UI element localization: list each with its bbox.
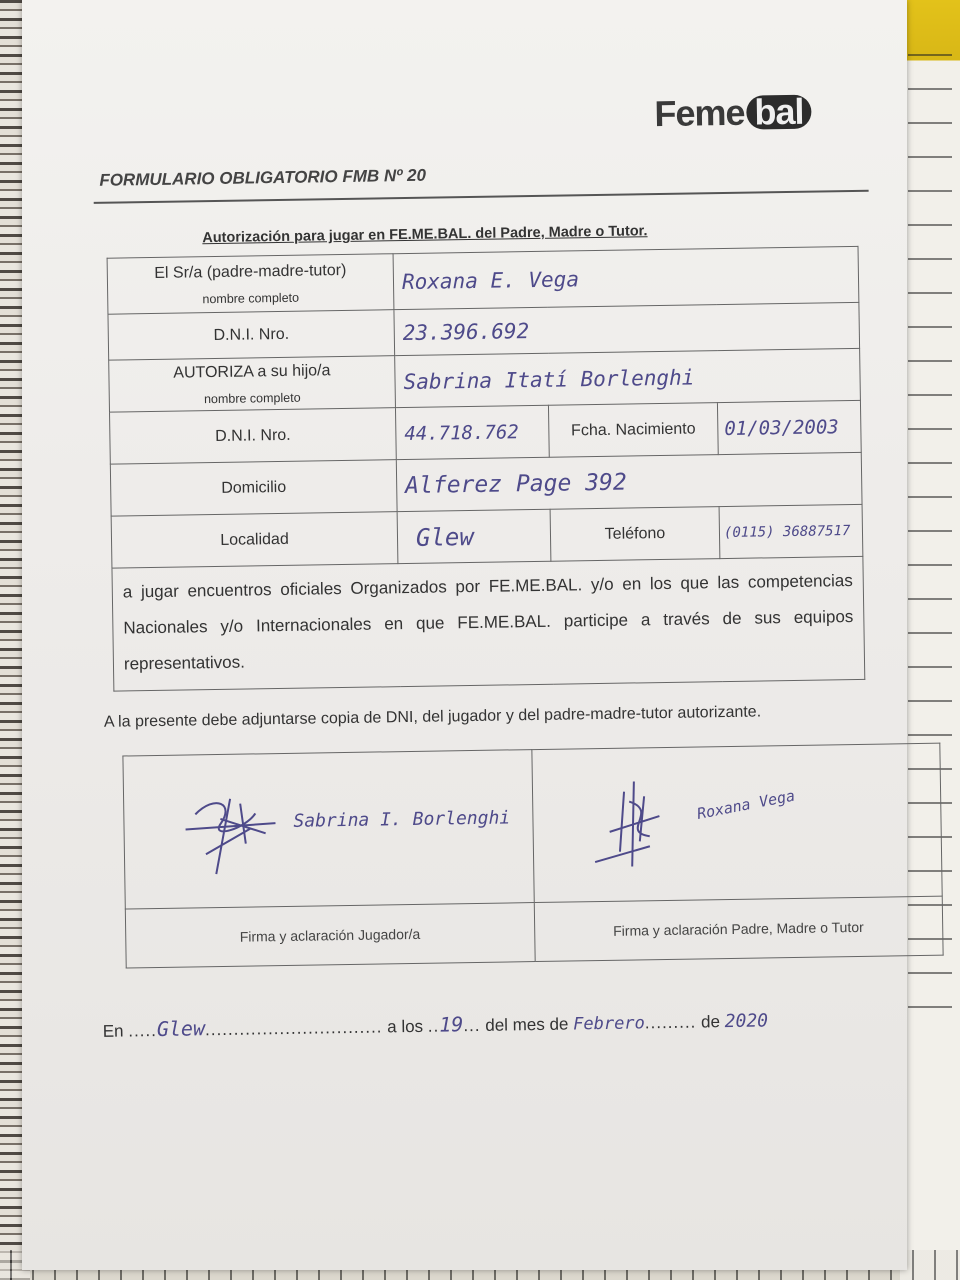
parent-name-cell [393, 246, 859, 309]
parent-signature-caption: Firma y aclaración Padre, Madre o Tutor [534, 896, 943, 961]
parent-name-value: Roxana E. Vega [401, 266, 580, 294]
logo-pill: bal [746, 95, 812, 130]
de-label: de [700, 1012, 721, 1032]
mes-label: del mes de [485, 1014, 569, 1035]
child-sublabel: nombre completo [203, 390, 301, 406]
parent-sublabel: nombre completo [202, 290, 300, 306]
phone-cell [719, 504, 863, 558]
birth-date-cell [717, 400, 861, 454]
parent-signature-name: Roxana Vega [694, 786, 796, 823]
child-label: AUTORIZA a su hijo/a [173, 361, 331, 382]
logo-text: Feme [654, 91, 745, 135]
signature-caption-row [125, 896, 943, 968]
signature-table [122, 743, 943, 969]
address-label: Domicilio [110, 460, 397, 516]
a-los-label: a los [387, 1016, 424, 1037]
authorization-text-row [112, 556, 865, 691]
parent-signature-area [533, 745, 941, 901]
child-dni-cell [395, 405, 549, 459]
birth-date-value: 01/03/2003 [724, 415, 839, 440]
place-dots-left: ..... [128, 1021, 158, 1041]
en-label: En [102, 1021, 124, 1041]
place-value: Glew [156, 1016, 206, 1042]
address-value: Alferez Page 392 [404, 469, 627, 499]
femebal-logo [654, 91, 812, 133]
child-dni-value: 44.718.762 [404, 420, 519, 445]
player-signature-caption: Firma y aclaración Jugador/a [125, 903, 534, 968]
year-value: 2020 [724, 1010, 769, 1033]
player-signature-scribble [175, 783, 287, 885]
child-name-cell [395, 348, 861, 407]
phone-value: (0115) 36887517 [723, 522, 851, 541]
day-dots-right: ... [463, 1015, 481, 1036]
place-dots-right: ............................... [204, 1017, 383, 1040]
birth-label: Fcha. Nacimiento [548, 403, 718, 458]
parent-dni-value: 23.396.692 [402, 318, 530, 345]
month-dots: ......... [644, 1012, 697, 1033]
authorization-text-cell [112, 556, 865, 691]
address-cell [396, 452, 862, 511]
phone-label: Teléfono [550, 507, 720, 562]
day-dots-left: .. [427, 1016, 440, 1036]
place-date-line [103, 1007, 769, 1041]
header-rule [94, 190, 869, 204]
locality-cell [397, 509, 551, 563]
document-page [22, 0, 907, 1270]
day-value: 19 [439, 1012, 464, 1037]
document-content [13, 0, 918, 1277]
parent-dni-cell [394, 302, 860, 355]
authorization-table [107, 246, 866, 692]
child-dni-label: D.N.I. Nro. [110, 408, 397, 464]
player-signature-name: Sabrina I. Borlenghi [293, 807, 511, 832]
form-subtitle: Autorización para jugar en FE.ME.BAL. del Padre, Madre o Tutor. [202, 223, 648, 247]
parent-dni-label: D.N.I. Nro. [108, 310, 395, 360]
child-name-value: Sabrina Itatí Borlenghi [403, 364, 695, 394]
parent-signature-cell [531, 743, 942, 902]
locality-value: Glew [415, 522, 475, 552]
locality-label: Localidad [111, 512, 398, 568]
month-value: Febrero [573, 1013, 645, 1035]
player-signature-cell [123, 750, 534, 909]
parent-signature-scribble [588, 771, 690, 883]
parent-label: El Sr/a (padre-madre-tutor) [154, 261, 347, 282]
parent-label-cell [107, 254, 394, 314]
player-signature-area [124, 751, 532, 907]
form-code: FORMULARIO OBLIGATORIO FMB Nº 20 [99, 165, 427, 190]
child-label-cell [109, 356, 396, 412]
signature-row [123, 743, 942, 909]
attachment-note: A la presente debe adjuntarse copia de DNI, del jugador y del padre-madre-tutor autorizante. [103, 703, 762, 731]
authorization-paragraph: a jugar encuentros oficiales Organizados por FE.ME.BAL. y/o en los que las competencias Nacionales y/o Internacionales en que FE.ME.BAL. participe a través de sus equipos representativos. [122, 571, 854, 674]
